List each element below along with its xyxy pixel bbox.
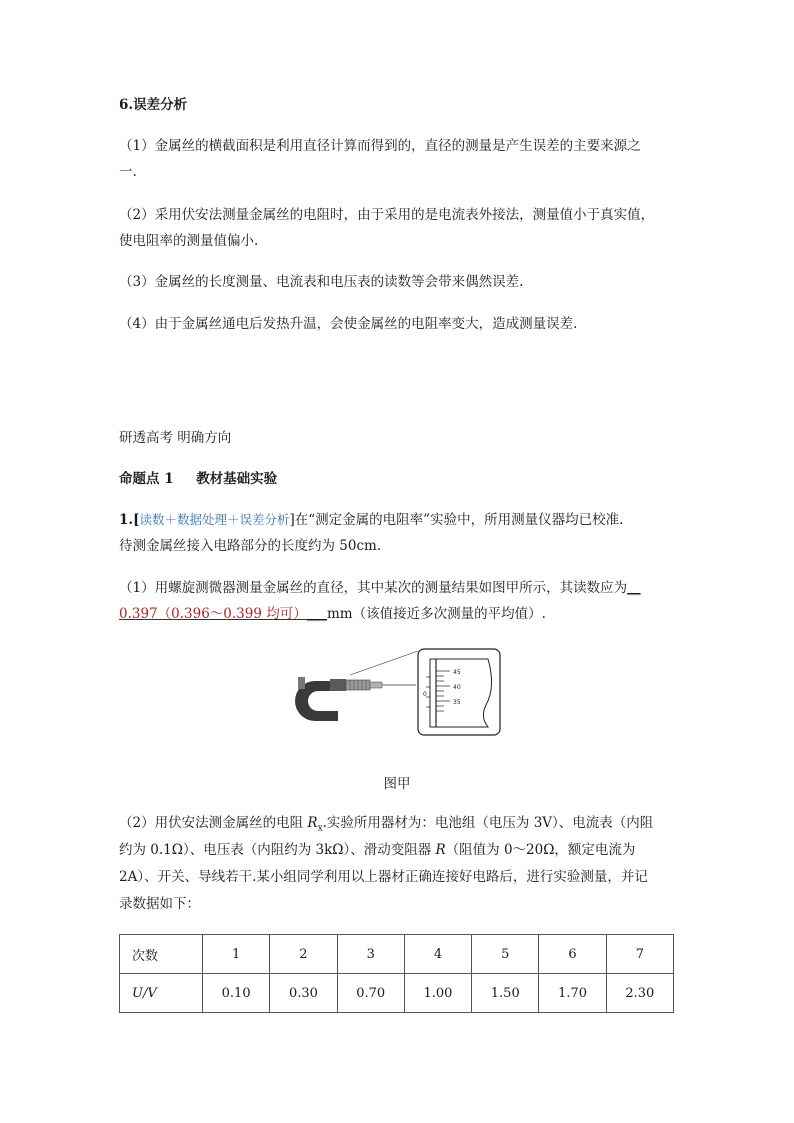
problem-intro-line2: 待测金属丝接入电路部分的长度约为 50cm.	[119, 538, 382, 554]
error-item-1-line2: 一.	[119, 164, 137, 180]
table-cell: 6	[539, 935, 606, 974]
question-2-line4: 录数据如下：	[119, 896, 200, 912]
answer-blank-tail: ___	[306, 606, 327, 622]
question-1-unit: mm（该值接近多次测量的平均值）.	[326, 606, 546, 622]
question-2-text-c: 约为 0.1Ω）、电压表（内阻约为 3kΩ）、滑动变阻器	[119, 842, 436, 858]
table-cell: 0.10	[203, 974, 270, 1013]
question-1-line1	[119, 578, 641, 598]
resistance-symbol: R	[307, 815, 318, 831]
rheostat-symbol: R	[435, 842, 446, 858]
resistance-subscript: x	[317, 823, 323, 834]
table-cell: 3	[337, 935, 404, 974]
question-2-text-b: .实验所用器材为：电池组（电压为 3V）、电流表（内阻	[322, 815, 654, 831]
question-2-line1	[119, 813, 653, 839]
table-header-label: 次数	[120, 935, 203, 974]
table-cell: 2.30	[606, 974, 673, 1013]
answer-blank-lead: __	[627, 580, 641, 596]
thimble-zoom	[430, 659, 492, 727]
question-1-line2	[119, 604, 546, 624]
table-cell: 1.50	[472, 974, 539, 1013]
table-cell: 1.00	[404, 974, 471, 1013]
table-cell: 4	[404, 935, 471, 974]
table-cell: 1	[203, 935, 270, 974]
table-row-label: U/V	[120, 974, 203, 1013]
table-cell: 0.70	[337, 974, 404, 1013]
error-item-1-line1: （1）金属丝的横截面积是利用直径计算而得到的，直径的测量是产生误差的主要来源之	[119, 138, 641, 154]
table-cell: 7	[606, 935, 673, 974]
problem-tag: 读数＋数据处理＋误差分析	[139, 512, 290, 527]
topic-line	[119, 469, 277, 489]
table-cell: 1.70	[539, 974, 606, 1013]
problem-intro-text: ]在“测定金属的电阻率”实验中，所用测量仪器均已校准.	[289, 512, 624, 528]
error-item-4: （4）由于金属丝通电后发热升温，会使金属丝的电阻率变大，造成测量误差.	[119, 316, 578, 332]
scale-label-45: 45	[453, 669, 461, 676]
micrometer-figure	[290, 647, 502, 739]
figure-caption: 图甲	[383, 776, 411, 792]
error-item-3: （3）金属丝的长度测量、电流表和电压表的读数等会带来偶然误差.	[119, 274, 524, 290]
answer-value: 0.397（0.396～0.399 均可）	[119, 606, 307, 622]
question-2-text-d: （阻值为 0～20Ω，额定电流为	[445, 842, 636, 858]
error-item-2-line1: （2）采用伏安法测量金属丝的电阻时，由于采用的是电流表外接法，测量值小于真实值，	[119, 207, 655, 223]
question-1-text: （1）用螺旋测微器测量金属丝的直径，其中某次的测量结果如图甲所示，其读数应为	[119, 580, 628, 596]
topic-name: 教材基础实验	[196, 471, 278, 487]
table-cell: 5	[472, 935, 539, 974]
data-table	[119, 934, 674, 1013]
question-2-text-a: （2）用伏安法测金属丝的电阻	[119, 815, 308, 831]
question-2-line3: 2A）、开关、导线若干.某小组同学利用以上器材正确连接好电路后，进行实验测量，并记	[119, 869, 648, 885]
table-row-voltage	[120, 974, 674, 1013]
problem-intro	[119, 510, 623, 530]
table-cell: 2	[270, 935, 337, 974]
scale-label-40: 40	[453, 684, 461, 691]
callout-top	[350, 651, 418, 675]
section-title: 6.误差分析	[119, 97, 188, 113]
question-2-line2	[119, 840, 635, 860]
anvil	[298, 677, 305, 689]
scale-label-0: 0	[423, 691, 427, 698]
topic-label: 命题点 1	[119, 471, 174, 487]
sleeve	[330, 679, 346, 691]
error-item-2-line2: 使电阻率的测量值偏小.	[119, 233, 259, 249]
table-cell: 0.30	[270, 974, 337, 1013]
ratchet	[370, 682, 382, 688]
table-row-header	[120, 935, 674, 974]
problem-number: 1.[	[119, 512, 140, 528]
section-heading: 研透高考 明确方向	[119, 430, 232, 446]
scale-label-35: 35	[453, 699, 461, 706]
